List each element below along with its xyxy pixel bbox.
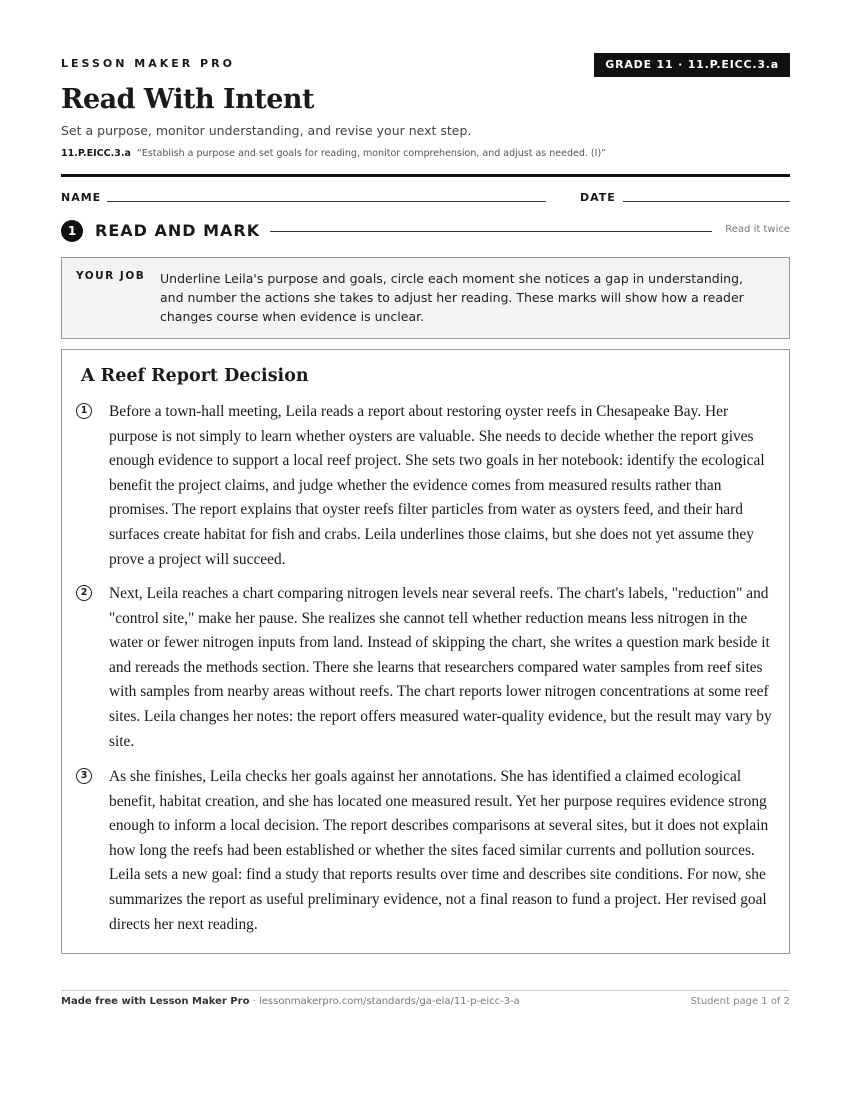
paragraph-number: 2	[76, 585, 92, 601]
paragraph-text: Next, Leila reaches a chart comparing nitrogen levels near several reefs. The chart's labels, "reduction" and "control site," make her pause. She realizes she cannot tell whether reduction means less nitrogen in the water or fewer nitrogen inputs from land. Instead of skipping the chart, she writes a question mark beside it and rereads the methods section. There she learns that researchers compared water samples from reef sites with samples from nearby areas without reefs. The chart reports lower nitrogen concentrations at some reef sites. Leila changes her notes: the report offers measured water-quality evidence, but the result may vary by site.	[109, 585, 772, 750]
header-divider	[61, 174, 790, 177]
page-subtitle: Set a purpose, monitor understanding, and revise your next step.	[61, 123, 472, 138]
section-header	[61, 220, 790, 242]
your-job-box	[61, 257, 790, 339]
name-field-line[interactable]	[107, 201, 546, 202]
name-label: NAME	[61, 191, 102, 204]
passage-title: A Reef Report Decision	[81, 366, 309, 386]
reading-passage-box	[61, 349, 790, 954]
section-rule	[270, 231, 712, 232]
paragraph-text: Before a town-hall meeting, Leila reads a report about restoring oyster reefs in Chesapeake Bay. Her purpose is not simply to learn whether oysters are valuable. She needs to decide whether the report gives enough evidence to support a local reef project. She sets two goals in her notebook: identify the ecological benefit the project claims, and judge whether the evidence comes from measured results rather than promises. The report explains that oyster reefs filter particles from water as oysters feed, and their hard surfaces create habitat for fish and crabs. Leila underlines those claims, but she does not yet assume they prove a project will succeed.	[109, 403, 765, 568]
standard-line	[61, 148, 606, 159]
section-number-badge: 1	[61, 220, 83, 242]
paragraph-number: 3	[76, 768, 92, 784]
footer-page-number: Student page 1 of 2	[690, 996, 790, 1007]
brand-name: LESSON MAKER PRO	[61, 57, 235, 70]
section-note: Read it twice	[725, 224, 790, 235]
your-job-label: YOUR JOB	[76, 270, 146, 282]
standard-text: “Establish a purpose and set goals for reading, monitor comprehension, and adjust as needed. (I)”	[136, 148, 607, 159]
standard-code: 11.P.EICC.3.a	[61, 148, 131, 159]
footer-url[interactable]: · lessonmakerpro.com/standards/ga-ela/11-p-eicc-3-a	[252, 996, 520, 1007]
paragraph-number: 1	[76, 403, 92, 419]
grade-standard-badge: GRADE 11 · 11.P.EICC.3.a	[594, 53, 790, 77]
paragraph-text: As she finishes, Leila checks her goals against her annotations. She has identified a claimed ecological benefit, habitat creation, and she has located one measured result. Yet her purpose requires evidence strong enough to inform a local decision. The report describes comparisons at several sites, but it does not explain how long the reefs had been established or whether the sites faced similar currents and pollution sources. Leila sets a new goal: find a study that reports results over time and describes site conditions. For now, she summarizes the report as useful preliminary evidence, not a final reason to fund a project. Her revised goal directs her next reading.	[109, 768, 769, 933]
your-job-text: Underline Leila's purpose and goals, circle each moment she notices a gap in understanding, and number the actions she takes to adjust her reading. These marks will show how a reader changes course when evidence is unclear.	[160, 271, 744, 324]
footer-divider	[61, 990, 790, 991]
page-title: Read With Intent	[61, 84, 315, 115]
section-title: READ AND MARK	[95, 221, 261, 240]
name-date-row	[61, 190, 790, 206]
date-label: DATE	[580, 191, 616, 204]
footer-made-with: Made free with Lesson Maker Pro	[61, 996, 250, 1007]
footer-credit	[61, 996, 520, 1007]
date-field-line[interactable]	[623, 201, 790, 202]
